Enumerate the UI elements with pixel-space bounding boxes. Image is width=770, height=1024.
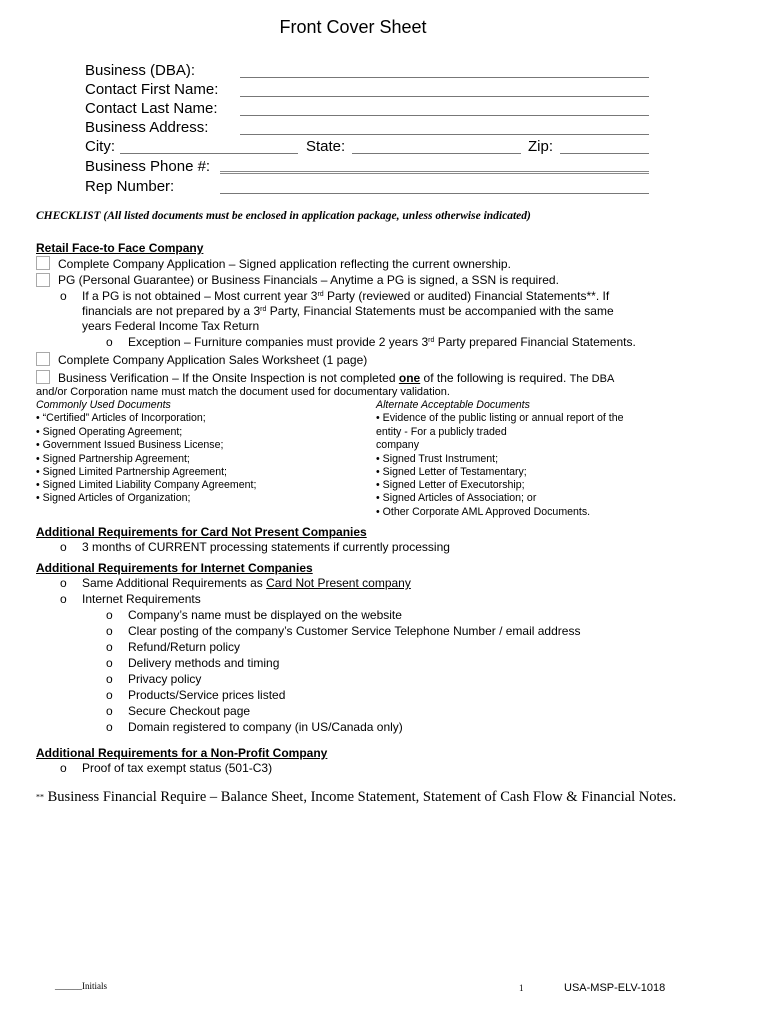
alt-doc-item: • Other Corporate AML Approved Documents. — [376, 506, 591, 518]
rep-number-label: Rep Number: — [85, 178, 175, 195]
checklist-heading: CHECKLIST (All listed documents must be enclosed in application package, unless otherwise indicated) — [36, 210, 531, 222]
retail-application-checkbox[interactable] — [36, 256, 50, 270]
business-verification-text-line2: and/or Corporation name must match the document used for documentary validation. — [36, 386, 450, 398]
common-doc-item: • Signed Limited Liability Company Agreement; — [36, 479, 257, 491]
business-phone-label: Business Phone #: — [85, 158, 211, 175]
zip-label: Zip: — [528, 138, 554, 155]
common-doc-item: • Signed Operating Agreement; — [36, 426, 183, 438]
common-doc-item: • “Certified” Articles of Incorporation; — [36, 412, 206, 424]
sub-bullet: o — [60, 592, 67, 606]
common-doc-item: • Signed Articles of Organization; — [36, 492, 191, 504]
alt-doc-item: • Signed Letter of Testamentary; — [376, 466, 527, 478]
retail-pg-text: PG (Personal Guarantee) or Business Financials – Anytime a PG is signed, a SSN is required. — [58, 273, 559, 287]
sub-bullet: o — [106, 656, 113, 670]
financials-note: ** Business Financial Require – Balance Sheet, Income Statement, Statement of Cash Flow & Financial Notes. — [36, 789, 677, 805]
rep-number-field[interactable] — [220, 193, 649, 194]
internet-sub-item: Clear posting of the company’s Customer Service Telephone Number / email address — [128, 624, 581, 638]
sub-bullet: o — [106, 688, 113, 702]
city-field[interactable] — [120, 153, 298, 154]
form-code: USA-MSP-ELV-1018 — [564, 982, 666, 994]
internet-sub-item: Privacy policy — [128, 672, 202, 686]
internet-sub-item: Company’s name must be displayed on the website — [128, 608, 402, 622]
common-doc-item: • Signed Partnership Agreement; — [36, 453, 190, 465]
business-dba-label: Business (DBA): — [85, 62, 196, 79]
initials-field[interactable]: ______Initials — [55, 981, 107, 991]
page-number: 1 — [519, 983, 524, 993]
pg-not-obtained-text-line2: financials are not prepared by a 3rd Party, Financial Statements must be accompanied with the same — [82, 304, 614, 318]
internet-sub-item: Secure Checkout page — [128, 704, 251, 718]
internet-sub-item: Domain registered to company (in US/Canada only) — [128, 720, 403, 734]
internet-sub-item: Refund/Return policy — [128, 640, 241, 654]
contact-last-name-label: Contact Last Name: — [85, 100, 218, 117]
business-verification-checkbox[interactable] — [36, 370, 50, 384]
nonprofit-proof-text: Proof of tax exempt status (501-C3) — [82, 761, 273, 775]
internet-heading: Additional Requirements for Internet Companies — [36, 561, 313, 575]
business-address-label: Business Address: — [85, 119, 209, 136]
furniture-exception-text: Exception – Furniture companies must provide 2 years 3rd Party prepared Financial Statements. — [128, 335, 636, 349]
retail-pg-checkbox[interactable] — [36, 273, 50, 287]
sub-bullet: o — [60, 289, 67, 303]
common-doc-item: • Signed Limited Partnership Agreement; — [36, 466, 227, 478]
alt-doc-item: • Signed Articles of Association; or — [376, 492, 537, 504]
sub-bullet: o — [106, 720, 113, 734]
sub-bullet: o — [60, 761, 67, 775]
card-not-present-link: Card Not Present company — [266, 576, 411, 590]
sub-bullet: o — [106, 624, 113, 638]
business-phone-field[interactable] — [220, 171, 649, 174]
sub-bullet: o — [106, 640, 113, 654]
business-dba-field[interactable] — [240, 77, 649, 78]
cnp-heading: Additional Requirements for Card Not Present Companies — [36, 525, 367, 539]
retail-heading: Retail Face-to Face Company — [36, 241, 204, 255]
alt-doc-item: entity - For a publicly traded — [376, 426, 507, 438]
nonprofit-heading: Additional Requirements for a Non-Profit Company — [36, 746, 328, 760]
alt-doc-item: company — [376, 439, 419, 451]
sub-bullet: o — [106, 672, 113, 686]
pg-not-obtained-text-line3: years Federal Income Tax Return — [82, 319, 260, 333]
business-verification-text: Business Verification – If the Onsite Inspection is not completed one of the following is required. The DBA — [58, 371, 615, 385]
internet-sub-item: Products/Service prices listed — [128, 688, 286, 702]
pg-not-obtained-text: If a PG is not obtained – Most current year 3rd Party (reviewed or audited) Financial Statements**. If — [82, 289, 610, 303]
sub-bullet: o — [60, 576, 67, 590]
contact-first-name-field[interactable] — [240, 96, 649, 97]
retail-application-text: Complete Company Application – Signed application reflecting the current ownership. — [58, 257, 511, 271]
alt-doc-item: • Evidence of the public listing or annual report of the — [376, 412, 624, 424]
contact-first-name-label: Contact First Name: — [85, 81, 219, 98]
sub-bullet: o — [106, 335, 113, 349]
alt-docs-heading: Alternate Acceptable Documents — [376, 399, 530, 411]
common-docs-heading: Commonly Used Documents — [36, 399, 171, 411]
sub-bullet: o — [106, 704, 113, 718]
sub-bullet: o — [106, 608, 113, 622]
internet-requirements-text: Internet Requirements — [82, 592, 201, 606]
common-doc-item: • Government Issued Business License; — [36, 439, 224, 451]
zip-field[interactable] — [560, 153, 649, 154]
page-title: Front Cover Sheet — [279, 17, 427, 37]
sales-worksheet-text: Complete Company Application Sales Worksheet (1 page) — [58, 353, 368, 367]
sub-bullet: o — [60, 540, 67, 554]
alt-doc-item: • Signed Trust Instrument; — [376, 453, 499, 465]
alt-doc-item: • Signed Letter of Executorship; — [376, 479, 525, 491]
city-label: City: — [85, 138, 115, 155]
state-field[interactable] — [352, 153, 521, 154]
contact-last-name-field[interactable] — [240, 115, 649, 116]
state-label: State: — [306, 138, 346, 155]
cnp-statements-text: 3 months of CURRENT processing statements if currently processing — [82, 540, 450, 554]
sales-worksheet-checkbox[interactable] — [36, 352, 50, 366]
internet-same-requirements-text: Same Additional Requirements as Card Not Present company — [82, 576, 411, 590]
internet-sub-item: Delivery methods and timing — [128, 656, 280, 670]
business-address-field[interactable] — [240, 134, 649, 135]
